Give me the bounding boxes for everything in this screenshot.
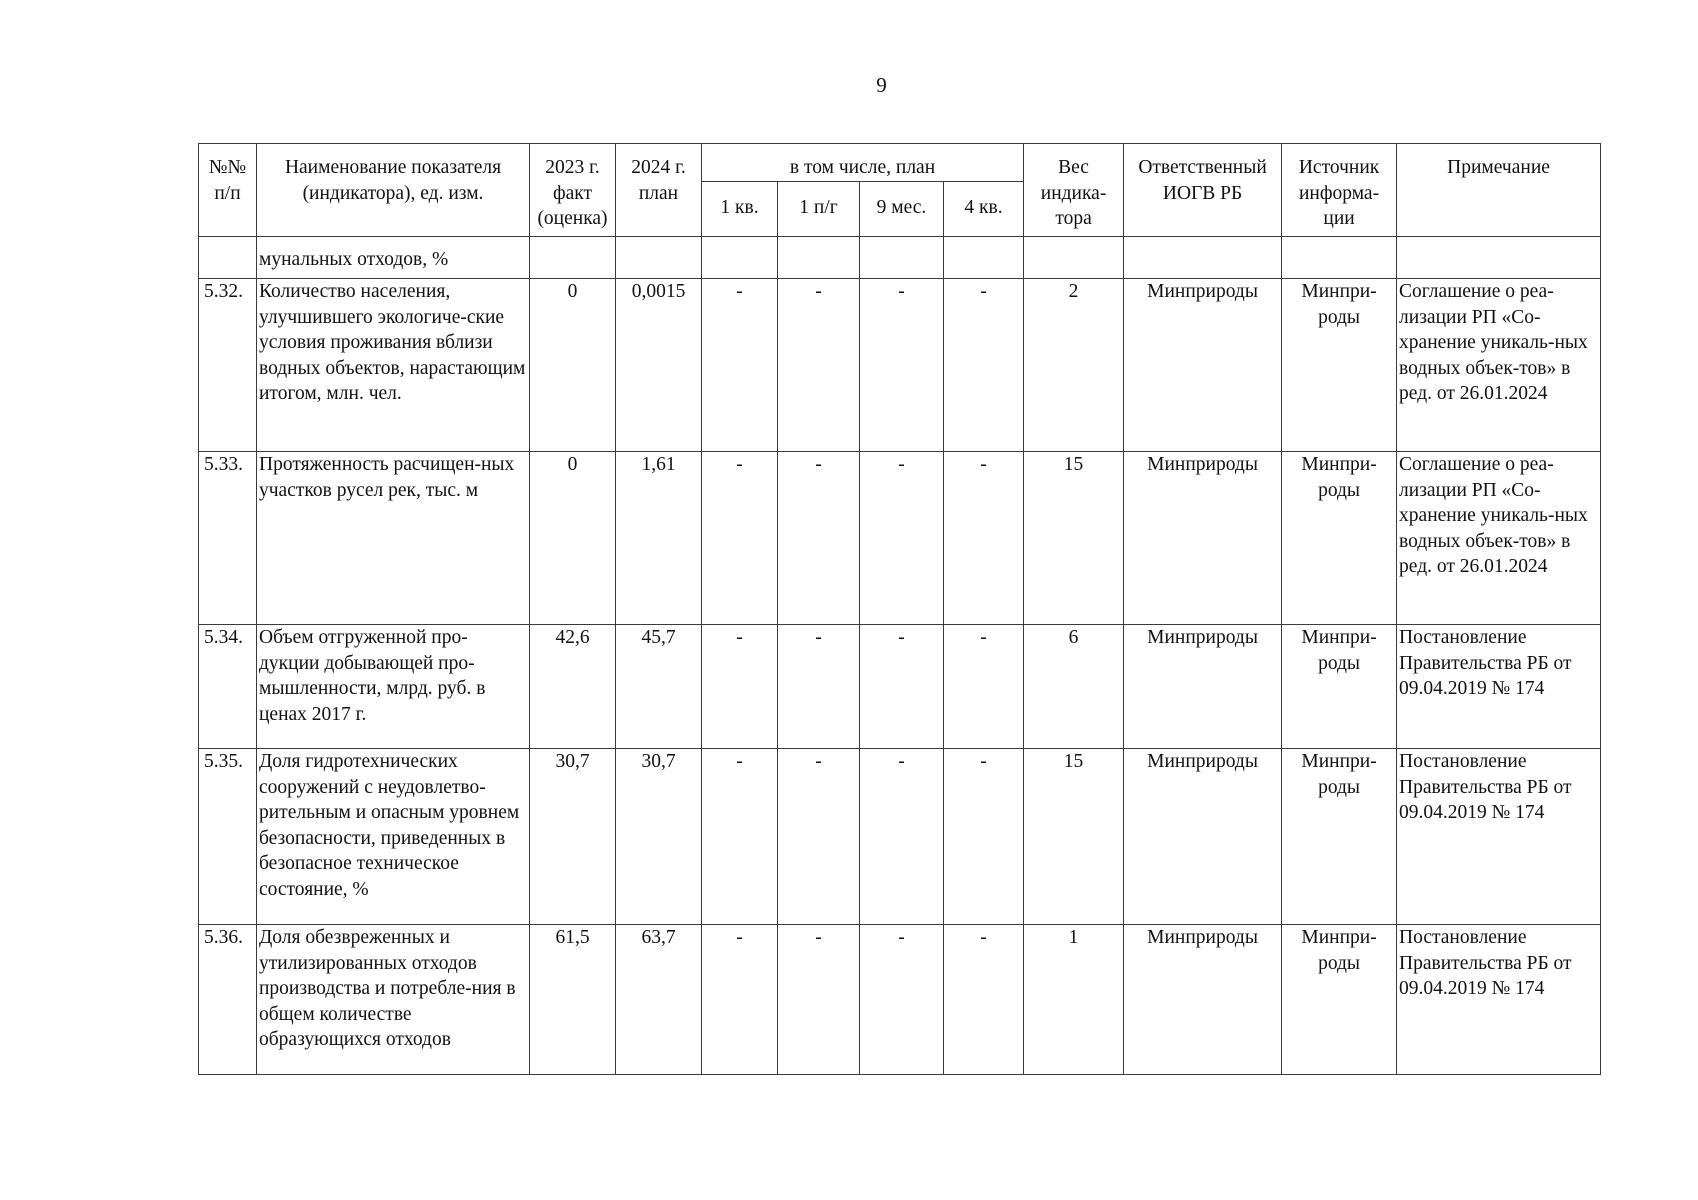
cell-plan-2024: 30,7	[616, 749, 702, 925]
cell-q1: -	[702, 925, 778, 1075]
header-name: Наименование показателя (индикатора), ед. изм.	[257, 144, 530, 237]
cell-plan-2024: 1,61	[616, 452, 702, 625]
cell-name: Количество населения, улучшившего экологиче-ские условия проживания вблизи водных объектов, нарастающим итогом, млн. чел.	[257, 279, 530, 452]
cell-note: Постановление Правительства РБ от 09.04.2019 № 174	[1397, 925, 1601, 1075]
cell-h1: -	[778, 749, 860, 925]
cell-weight: 15	[1024, 452, 1124, 625]
cell-note: Соглашение о реа-лизации РП «Со-хранение уникаль-ных водных объек-тов» в ред. от 26.01.2024	[1397, 452, 1601, 625]
cell-source: Минпри-роды	[1282, 749, 1397, 925]
cell-9m: -	[860, 452, 944, 625]
indicator-table	[198, 143, 1601, 1075]
table-row	[199, 452, 1601, 625]
cell-source: Минпри-роды	[1282, 452, 1397, 625]
cell-fact-2023: 61,5	[530, 925, 616, 1075]
cell-q1: -	[702, 279, 778, 452]
cell-plan-2024: 63,7	[616, 925, 702, 1075]
cell-responsible: Минприроды	[1124, 625, 1282, 749]
cell-note: Постановление Правительства РБ от 09.04.2019 № 174	[1397, 625, 1601, 749]
cell-fact-2023: 42,6	[530, 625, 616, 749]
cell-num: 5.33.	[199, 452, 257, 625]
cell-source: Минпри-роды	[1282, 925, 1397, 1075]
cell-responsible: Минприроды	[1124, 925, 1282, 1075]
cell-responsible: Минприроды	[1124, 749, 1282, 925]
cell-q4: -	[944, 749, 1024, 925]
cell-note: Постановление Правительства РБ от 09.04.2019 № 174	[1397, 749, 1601, 925]
table-row	[199, 925, 1601, 1075]
cell-fact-2023: 0	[530, 279, 616, 452]
cell-name: мунальных отходов, %	[257, 236, 530, 279]
cell-q1: -	[702, 749, 778, 925]
table-row	[199, 625, 1601, 749]
cell-q1: -	[702, 625, 778, 749]
cell-9m: -	[860, 279, 944, 452]
header-h1: 1 п/г	[778, 181, 860, 236]
header-fact-2023: 2023 г. факт (оценка)	[530, 144, 616, 237]
cell-9m: -	[860, 749, 944, 925]
cell-weight: 2	[1024, 279, 1124, 452]
cell-name: Объем отгруженной про-дукции добывающей про-мышленности, млрд. руб. в ценах 2017 г.	[257, 625, 530, 749]
table-row	[199, 279, 1601, 452]
cell-q4: -	[944, 625, 1024, 749]
cell-h1: -	[778, 925, 860, 1075]
cell-name: Протяженность расчищен-ных участков русел рек, тыс. м	[257, 452, 530, 625]
header-q4: 4 кв.	[944, 181, 1024, 236]
header-responsible: Ответственный ИОГВ РБ	[1124, 144, 1282, 237]
cell-num: 5.32.	[199, 279, 257, 452]
cell-plan-2024: 45,7	[616, 625, 702, 749]
cell-source: Минпри-роды	[1282, 625, 1397, 749]
header-incl-plan: в том числе, план	[702, 144, 1024, 182]
table-row-continued	[199, 236, 1601, 279]
cell-h1: -	[778, 279, 860, 452]
cell-num: 5.36.	[199, 925, 257, 1075]
page-number: 9	[876, 73, 887, 97]
table-header-row	[199, 144, 1601, 182]
cell-name: Доля обезвреженных и утилизированных отходов производства и потребле-ния в общем количестве образующихся отходов	[257, 925, 530, 1075]
cell-h1: -	[778, 625, 860, 749]
cell-q4: -	[944, 279, 1024, 452]
cell-q1: -	[702, 452, 778, 625]
cell-num	[199, 236, 257, 279]
cell-fact-2023: 0	[530, 452, 616, 625]
cell-9m: -	[860, 925, 944, 1075]
table-row	[199, 749, 1601, 925]
cell-num: 5.35.	[199, 749, 257, 925]
cell-note: Соглашение о реа-лизации РП «Со-хранение уникаль-ных водных объек-тов» в ред. от 26.01.2024	[1397, 279, 1601, 452]
cell-weight: 1	[1024, 925, 1124, 1075]
header-note: Примечание	[1397, 144, 1601, 237]
header-source: Источник информа-ции	[1282, 144, 1397, 237]
cell-num: 5.34.	[199, 625, 257, 749]
cell-weight: 15	[1024, 749, 1124, 925]
cell-9m: -	[860, 625, 944, 749]
cell-source: Минпри-роды	[1282, 279, 1397, 452]
cell-plan-2024: 0,0015	[616, 279, 702, 452]
header-weight: Вес индика-тора	[1024, 144, 1124, 237]
cell-fact-2023: 30,7	[530, 749, 616, 925]
header-plan-2024: 2024 г. план	[616, 144, 702, 237]
header-9m: 9 мес.	[860, 181, 944, 236]
cell-responsible: Минприроды	[1124, 279, 1282, 452]
cell-q4: -	[944, 452, 1024, 625]
cell-h1: -	[778, 452, 860, 625]
cell-weight: 6	[1024, 625, 1124, 749]
cell-q4: -	[944, 925, 1024, 1075]
cell-responsible: Минприроды	[1124, 452, 1282, 625]
header-q1: 1 кв.	[702, 181, 778, 236]
cell-name: Доля гидротехнических сооружений с неудовлетво-рительным и опасным уровнем безопасности, приведенных в безопасное техническое состояние, %	[257, 749, 530, 925]
header-num: №№ п/п	[199, 144, 257, 237]
